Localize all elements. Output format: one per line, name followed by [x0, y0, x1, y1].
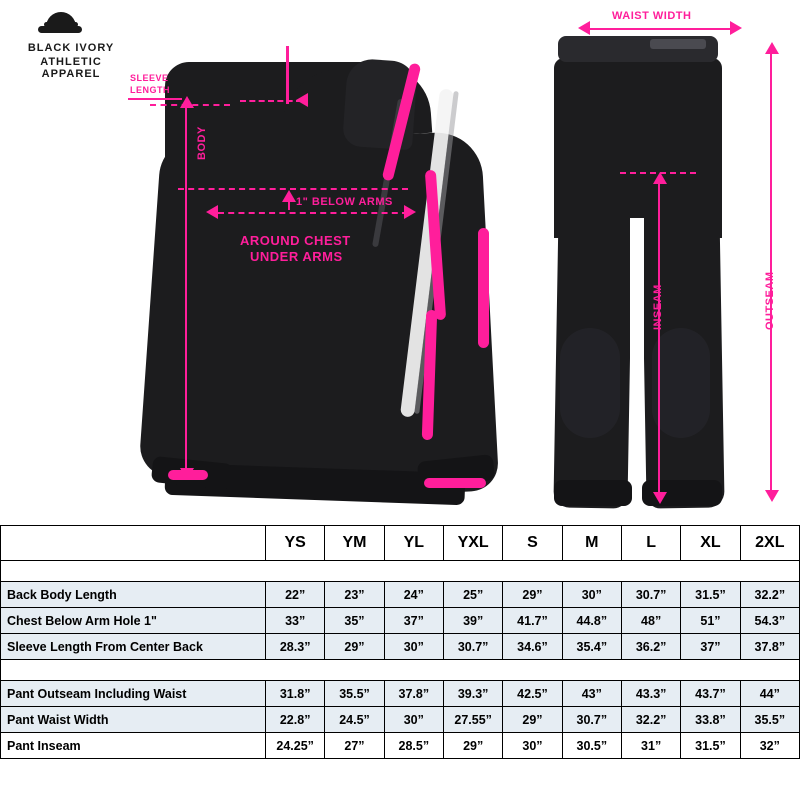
body-bottom-marker: [168, 470, 208, 480]
chest-label-line2: UNDER ARMS: [250, 249, 343, 264]
header-cell-ys: YS: [266, 526, 325, 561]
inseam-label: INSEAM: [652, 284, 664, 330]
sleeve-path-outer: [478, 228, 489, 348]
sleeve-end-marker: [424, 478, 486, 488]
chest-arrow-left: [206, 205, 218, 219]
body-top-dash: [150, 104, 230, 106]
table-header-row: [1, 526, 800, 561]
header-cell-2xl: 2XL: [740, 526, 799, 561]
cell: 37”: [681, 634, 740, 660]
cell: 28.5”: [384, 733, 443, 759]
cell: 43”: [562, 681, 621, 707]
table-row: [1, 733, 800, 759]
below-arms-tick: [288, 196, 290, 210]
cell: 32.2”: [740, 582, 799, 608]
table-row: [1, 707, 800, 733]
cell: 31.8”: [266, 681, 325, 707]
inseam-arrow-up: [653, 172, 667, 184]
cell: 23”: [325, 582, 384, 608]
cell: 30”: [503, 733, 562, 759]
cell: 27.55”: [443, 707, 502, 733]
cap-icon: [38, 12, 82, 38]
row-label: Pant Inseam: [1, 733, 266, 759]
pants-illustration: [540, 28, 760, 518]
waist-width-label: WAIST WIDTH: [612, 10, 692, 22]
below-arms-label: 1" BELOW ARMS: [296, 196, 393, 208]
cell: 24”: [384, 582, 443, 608]
cell: 35.5”: [325, 681, 384, 707]
body-label: BODY: [196, 126, 208, 160]
cell: 22”: [266, 582, 325, 608]
brand-tagline: ATHLETIC APPAREL: [40, 56, 102, 80]
chest-arrow-right: [404, 205, 416, 219]
pants-right-shading: [652, 328, 710, 438]
cell: 43.3”: [621, 681, 680, 707]
row-label: Sleeve Length From Center Back: [1, 634, 266, 660]
cell: 30.7”: [443, 634, 502, 660]
header-cell-0: [1, 526, 266, 561]
size-chart-table: [0, 525, 800, 759]
row-label: Pant Waist Width: [1, 707, 266, 733]
chest-dash: [218, 212, 408, 214]
outseam-arrow-up: [765, 42, 779, 54]
cell: 43.7”: [681, 681, 740, 707]
pants-left-cuff: [554, 480, 632, 506]
waist-arrow-left: [578, 21, 590, 35]
cell: 25”: [443, 582, 502, 608]
header-cell-ym: YM: [325, 526, 384, 561]
cell: 30.7”: [562, 707, 621, 733]
brand-name: BLACK IVORY: [27, 42, 115, 54]
outseam-arrow-down: [765, 490, 779, 502]
table-row: [1, 582, 800, 608]
cell: 29”: [503, 707, 562, 733]
cell: 39.3”: [443, 681, 502, 707]
table-spacer-row-mid: [1, 660, 800, 681]
inseam-arrow-down: [653, 492, 667, 504]
body-length-arrow-up: [180, 96, 194, 108]
cell: 44.8”: [562, 608, 621, 634]
header-cell-s: S: [503, 526, 562, 561]
header-cell-m: M: [562, 526, 621, 561]
pants-leg-gap: [630, 218, 644, 508]
table-row: [1, 608, 800, 634]
cell: 41.7”: [503, 608, 562, 634]
header-cell-yl: YL: [384, 526, 443, 561]
cell: 28.3”: [266, 634, 325, 660]
cell: 31”: [621, 733, 680, 759]
table-row: [1, 681, 800, 707]
center-back-arrow: [296, 93, 308, 107]
cell: 51”: [681, 608, 740, 634]
cell: 30”: [562, 582, 621, 608]
cell: 29”: [443, 733, 502, 759]
cell: 27”: [325, 733, 384, 759]
cell: 29”: [503, 582, 562, 608]
row-label: Back Body Length: [1, 582, 266, 608]
cell: 29”: [325, 634, 384, 660]
cell: 33.8”: [681, 707, 740, 733]
cell: 33”: [266, 608, 325, 634]
row-label: Pant Outseam Including Waist: [1, 681, 266, 707]
center-back-tick: [286, 46, 289, 104]
sleeve-length-label-line2: LENGTH: [130, 85, 170, 95]
cell: 35.4”: [562, 634, 621, 660]
row-label: Chest Below Arm Hole 1": [1, 608, 266, 634]
cell: 24.5”: [325, 707, 384, 733]
size-chart-table-wrap: [0, 525, 800, 800]
cell: 31.5”: [681, 733, 740, 759]
sleeve-label-underline: [128, 98, 182, 100]
cell: 35”: [325, 608, 384, 634]
cell: 44”: [740, 681, 799, 707]
cell: 54.3”: [740, 608, 799, 634]
center-back-dash: [240, 100, 302, 102]
body-length-line: [185, 105, 187, 470]
cell: 35.5”: [740, 707, 799, 733]
cell: 32.2”: [621, 707, 680, 733]
cell: 42.5”: [503, 681, 562, 707]
waist-width-line: [588, 28, 734, 30]
cell: 30.5”: [562, 733, 621, 759]
cell: 37.8”: [384, 681, 443, 707]
cell: 36.2”: [621, 634, 680, 660]
sleeve-length-label-line1: SLEEVE: [130, 73, 169, 83]
header-cell-l: L: [621, 526, 680, 561]
cell: 37.8”: [740, 634, 799, 660]
cell: 30”: [384, 707, 443, 733]
cell: 48”: [621, 608, 680, 634]
chest-label-line1: AROUND CHEST: [240, 233, 351, 248]
cell: 30.7”: [621, 582, 680, 608]
table-row: [1, 634, 800, 660]
cell: 22.8”: [266, 707, 325, 733]
cell: 24.25”: [266, 733, 325, 759]
cell: 37”: [384, 608, 443, 634]
cell: 39”: [443, 608, 502, 634]
header-cell-yxl: YXL: [443, 526, 502, 561]
pants-waistband: [558, 36, 718, 62]
inseam-line: [658, 182, 660, 494]
cell: 31.5”: [681, 582, 740, 608]
waist-arrow-right: [730, 21, 742, 35]
cell: 34.6”: [503, 634, 562, 660]
brand-logo: [16, 12, 126, 80]
header-cell-xl: XL: [681, 526, 740, 561]
cell: 30”: [384, 634, 443, 660]
pants-left-shading: [560, 328, 620, 438]
cell: 32”: [740, 733, 799, 759]
outseam-label: OUTSEAM: [764, 271, 776, 330]
table-spacer-row-top: [1, 561, 800, 582]
